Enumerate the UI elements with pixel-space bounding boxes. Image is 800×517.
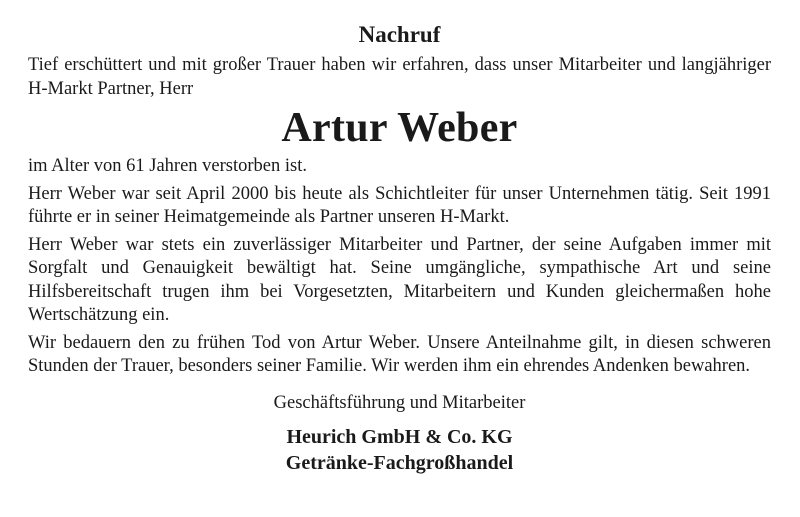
signature-team: Geschäftsführung und Mitarbeiter xyxy=(273,392,526,413)
notice-heading: Nachruf xyxy=(358,22,441,47)
company-business: Getränke-Fachgroßhandel xyxy=(285,451,514,474)
intro-paragraph: Tief erschüttert und mit großer Trauer haben wir erfahren, dass unser Mitarbeiter und langjähriger H-Markt Partner, Herr xyxy=(28,55,771,99)
career-paragraph: Herr Weber war seit April 2000 bis heute als Schichtleiter für unser Unternehmen tätig. Seit 1991 führte er in seiner Heimatgemeinde als Partner unseren H-Markt. xyxy=(28,183,771,227)
age-line: im Alter von 61 Jahren verstorben ist. xyxy=(28,156,307,176)
character-paragraph: Herr Weber war stets ein zuverlässiger Mitarbeiter und Partner, der seine Aufgaben immer mit Sorgfalt und Genauigkeit bewältigt hat. Seine umgängliche, sympathische Art und seine Hilfsbereitschaft trugen ihm bei Vorgesetzten, Mitarbeitern und Kunden gleichermaßen hohe Wertschätzung ein. xyxy=(28,234,771,325)
condolence-paragraph: Wir bedauern den zu frühen Tod von Artur Weber. Unsere Anteilnahme gilt, in diesen schweren Stunden der Trauer, besonders seiner Familie. Wir werden ihm ein ehrendes Andenken bewahren. xyxy=(28,332,771,376)
obituary-notice xyxy=(28,20,771,476)
company-name: Heurich GmbH & Co. KG xyxy=(286,425,513,448)
deceased-name: Artur Weber xyxy=(281,105,518,151)
